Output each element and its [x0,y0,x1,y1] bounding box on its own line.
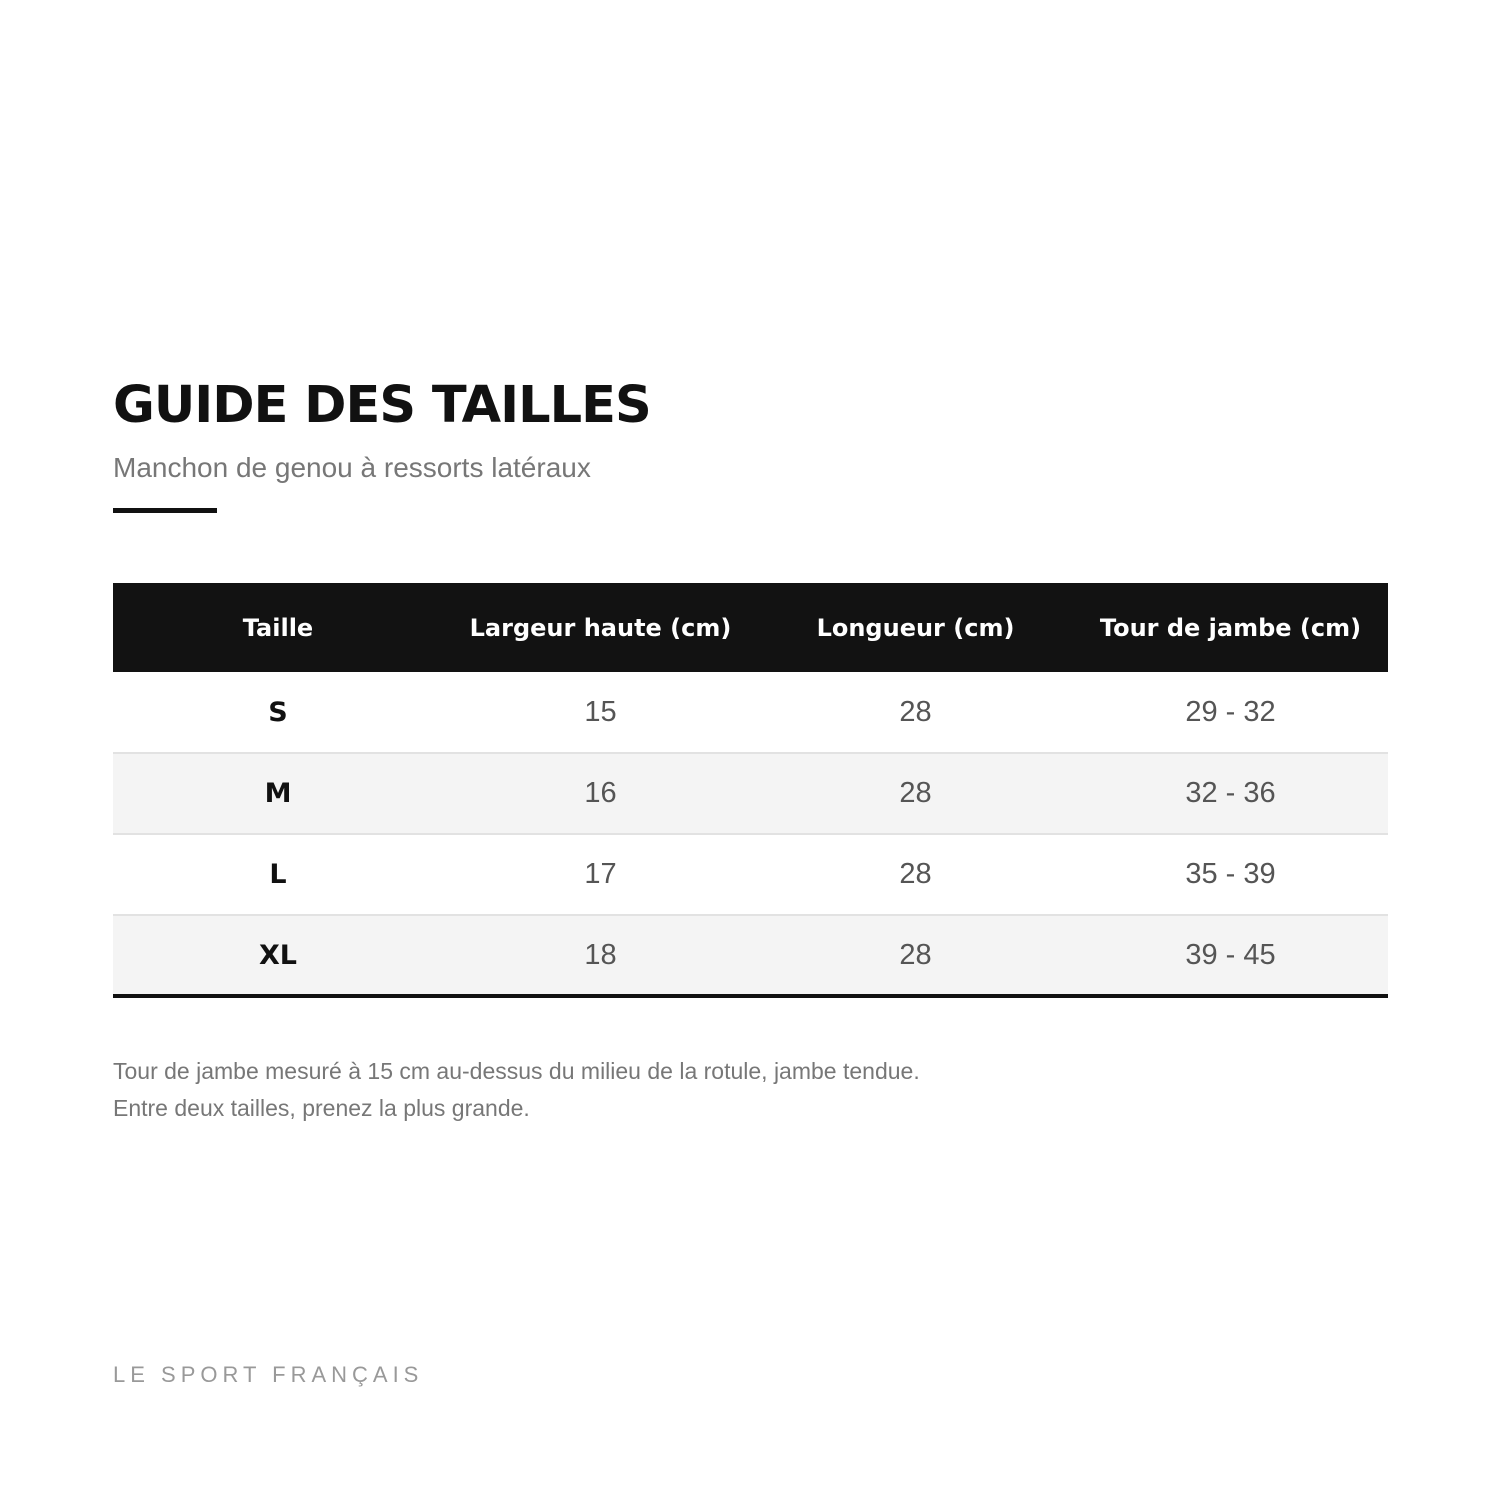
table-body [113,672,1388,996]
top-width-cell: 18 [443,915,758,996]
size-cell: M [113,753,443,834]
leg-circumference-cell: 39 - 45 [1073,915,1388,996]
length-cell: 28 [758,915,1073,996]
size-cell: XL [113,915,443,996]
size-guide-page [113,0,1388,1500]
page-subtitle: Manchon de genou à ressorts latéraux [113,452,591,483]
size-cell: L [113,834,443,915]
length-cell: 28 [899,695,932,728]
leg-circumference-cell: 32 - 36 [1073,753,1388,834]
column-header-size: Taille [242,613,314,642]
top-width-cell: 17 [443,834,758,915]
length-cell: 28 [758,753,1073,834]
page-title: GUIDE DES TAILLES [113,376,651,435]
length-cell: 28 [758,834,1073,915]
table-row [113,915,1388,996]
title-underline [113,508,217,513]
top-width-cell: 16 [443,753,758,834]
leg-circumference-cell: 29 - 32 [1185,695,1276,728]
table-header [113,583,1388,672]
column-header-leg-circumference: Tour de jambe (cm) [1099,613,1362,642]
table-row [113,753,1388,834]
table-row [113,834,1388,915]
table-row [113,672,1388,753]
size-table [113,583,1388,998]
measurement-note: Tour de jambe mesuré à 15 cm au-dessus du milieu de la rotule, jambe tendue. [113,1058,920,1084]
table-header-row [113,583,1388,672]
sizing-advice-note: Entre deux tailles, prenez la plus grande. [113,1095,530,1121]
size-cell: S [268,696,288,728]
leg-circumference-cell: 35 - 39 [1073,834,1388,915]
brand-footer: LE SPORT FRANÇAIS [113,1362,424,1387]
column-header-top-width: Largeur haute (cm) [469,613,732,642]
column-header-length: Longueur (cm) [816,613,1015,642]
top-width-cell: 15 [584,695,617,728]
